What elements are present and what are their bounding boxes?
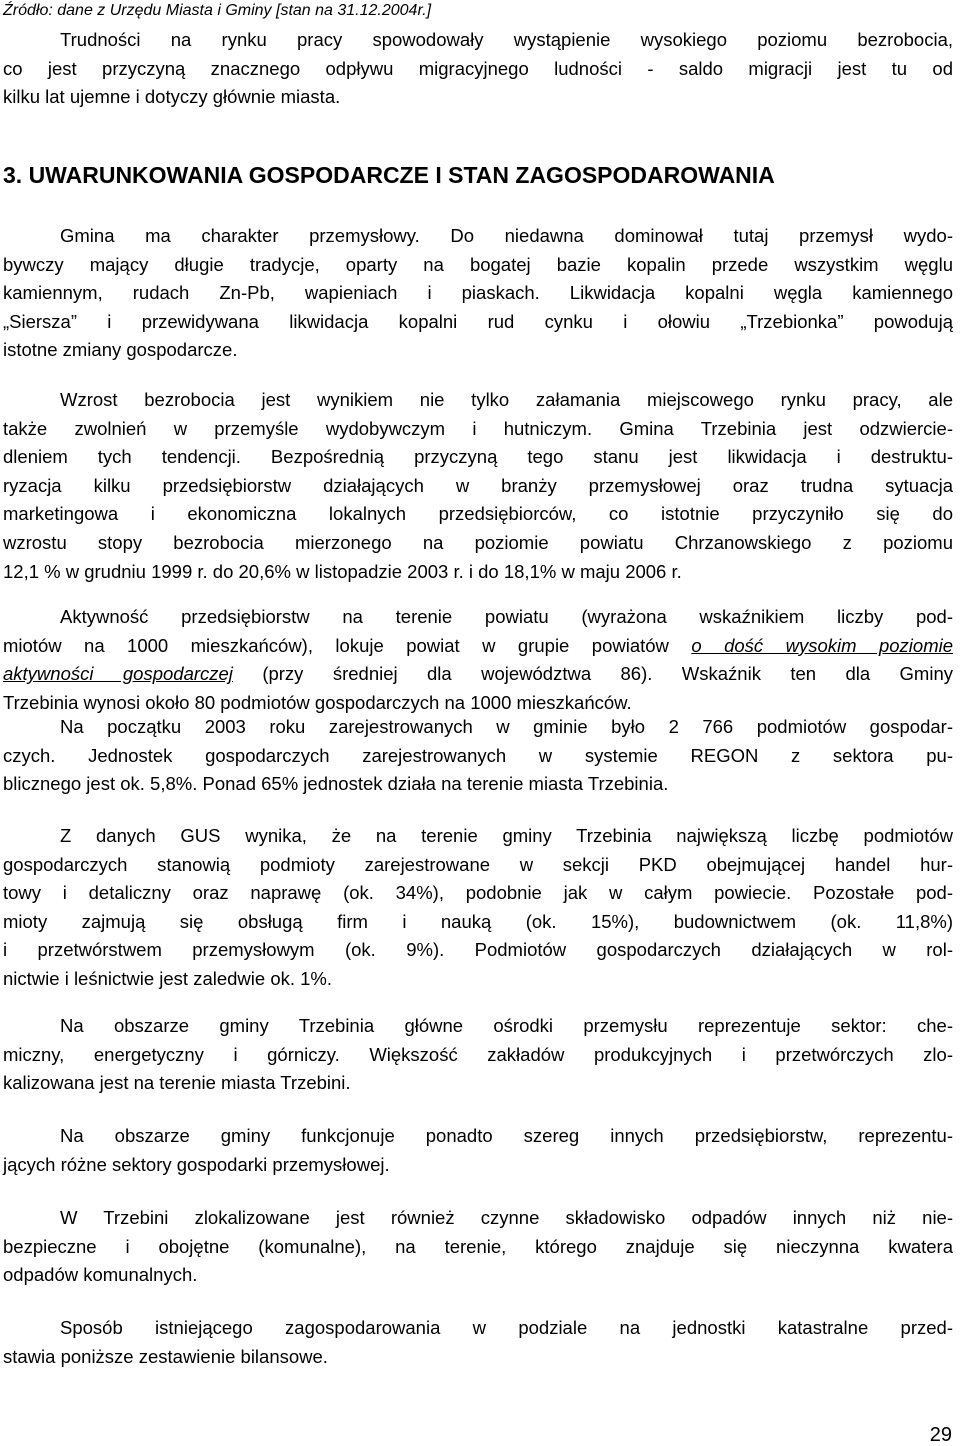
paragraph-registered-entities bbox=[3, 713, 953, 799]
text-line: Trudności na rynku pracy spowodowały wystąpienie wysokiego poziomu bezrobocia, bbox=[60, 29, 953, 50]
text-line: także zwolnień w przemyśle wydobywczym i hutniczym. Gmina Trzebinia jest odzwiercie- bbox=[3, 417, 953, 439]
text-line: czych. Jednostek gospodarczych zarejestrowanych w systemie REGON z sektora pu- bbox=[3, 744, 953, 766]
text-line: Gmina ma charakter przemysłowy. Do niedawna dominował tutaj przemysł wydo- bbox=[60, 225, 953, 246]
page-number: 29 bbox=[929, 1424, 952, 1446]
text-line bbox=[3, 632, 953, 661]
emphasized-text: aktywności gospodarczej bbox=[3, 663, 233, 685]
text-line: Na obszarze gminy funkcjonuje ponadto szereg innych przedsiębiorstw, reprezentu- bbox=[60, 1125, 953, 1146]
text-line bbox=[3, 660, 953, 689]
paragraph-gus-data bbox=[3, 822, 953, 994]
paragraph-unemployment-growth bbox=[3, 386, 953, 586]
text-line: jących różne sektory gospodarki przemysłowej. bbox=[3, 1153, 390, 1175]
paragraph-industrial-character bbox=[3, 222, 953, 365]
text-line: Na początku 2003 roku zarejestrowanych w gminie było 2 766 podmiotów gospodar- bbox=[60, 716, 953, 737]
source-note: Źródło: dane z Urzędu Miasta i Gminy [stan na 31.12.2004r.] bbox=[3, 2, 432, 19]
text-line: stawia poniższe zestawienie bilansowe. bbox=[3, 1345, 328, 1367]
text-line: nictwie i leśnictwie jest zaledwie ok. 1%. bbox=[3, 967, 333, 989]
text-line: Wzrost bezrobocia jest wynikiem nie tylko załamania miejscowego rynku pracy, ale bbox=[60, 389, 953, 410]
paragraph-landfill bbox=[3, 1204, 953, 1290]
text-segment: miotów na 1000 mieszkańców), lokuje powiat w grupie powiatów bbox=[3, 634, 692, 656]
paragraph-other-enterprises bbox=[3, 1122, 953, 1179]
text-line: bywczy mający długie tradycje, oparty na bogatej bazie kopalin przede wszystkim węglu bbox=[3, 253, 953, 275]
text-line: kalizowana jest na terenie miasta Trzebini. bbox=[3, 1072, 351, 1094]
text-line: Aktywność przedsiębiorstw na terenie powiatu (wyrażona wskaźnikiem liczby pod- bbox=[60, 606, 953, 627]
paragraph-industry-centers bbox=[3, 1012, 953, 1098]
text-line: „Siersza” i przewidywana likwidacja kopalni rud cynku i ołowiu „Trzebionka” powodują bbox=[3, 310, 953, 332]
text-line: gospodarczych stanowią podmioty zarejestrowane w sekcji PKD obejmującej handel hur- bbox=[3, 853, 953, 875]
section-heading: 3. UWARUNKOWANIA GOSPODARCZE I STAN ZAGOSPODAROWANIA bbox=[3, 162, 775, 188]
text-line: Z danych GUS wynika, że na terenie gminy Trzebinia największą liczbę podmiotów bbox=[60, 825, 953, 846]
text-line: Sposób istniejącego zagospodarowania w podziale na jednostki katastralne przed- bbox=[60, 1317, 953, 1338]
text-line: kamiennym, rudach Zn-Pb, wapieniach i piaskach. Likwidacja kopalni węgla kamiennego bbox=[3, 282, 953, 304]
text-line: kilku lat ujemne i dotyczy głównie miasta. bbox=[3, 86, 341, 108]
text-line: odpadów komunalnych. bbox=[3, 1264, 198, 1286]
paragraph-land-use bbox=[3, 1314, 953, 1371]
text-line: dleniem tych tendencji. Bezpośrednią przyczyną tego stanu jest likwidacja i destruktu- bbox=[3, 446, 953, 468]
text-line: istotne zmiany gospodarcze. bbox=[3, 339, 238, 361]
text-line: towy i detaliczny oraz naprawę (ok. 34%), podobnie jak w całym powiecie. Pozostałe pod- bbox=[3, 882, 953, 904]
paragraph-unemployment bbox=[3, 26, 953, 112]
text-line: miczny, energetyczny i górniczy. Większość zakładów produkcyjnych i przetwórczych zlo- bbox=[3, 1043, 953, 1065]
text-line: W Trzebini zlokalizowane jest również czynne składowisko odpadów innych niż nie- bbox=[60, 1207, 953, 1228]
text-line: bezpieczne i obojętne (komunalne), na terenie, którego znajduje się nieczynna kwatera bbox=[3, 1235, 953, 1257]
text-segment: (przy średniej dla województwa 86). Wskaźnik ten dla Gminy bbox=[232, 663, 953, 685]
text-line: wzrostu stopy bezrobocia mierzonego na poziomie powiatu Chrzanowskiego z poziomu bbox=[3, 531, 953, 553]
text-line: blicznego jest ok. 5,8%. Ponad 65% jednostek działa na terenie miasta Trzebinia. bbox=[3, 773, 669, 795]
text-line: Trzebinia wynosi około 80 podmiotów gospodarczych na 1000 mieszkańców. bbox=[3, 691, 632, 713]
emphasized-text: o dość wysokim poziomie bbox=[691, 634, 953, 656]
text-line: mioty zajmują się obsługą firm i nauką (ok. 15%), budownictwem (ok. 11,8%) bbox=[3, 910, 953, 932]
text-line: Na obszarze gminy Trzebinia główne ośrodki przemysłu reprezentuje sektor: che- bbox=[60, 1015, 953, 1036]
text-line: ryzacja kilku przedsiębiorstw działających w branży przemysłowej oraz trudna sytuacja bbox=[3, 474, 953, 496]
text-line: 12,1 % w grudniu 1999 r. do 20,6% w listopadzie 2003 r. i do 18,1% w maju 2006 r. bbox=[3, 560, 682, 582]
text-line: co jest przyczyną znacznego odpływu migracyjnego ludności - saldo migracji jest tu od bbox=[3, 57, 953, 79]
text-line: i przetwórstwem przemysłowym (ok. 9%). Podmiotów gospodarczych działających w rol- bbox=[3, 939, 953, 961]
text-line: marketingowa i ekonomiczna lokalnych przedsiębiorców, co istotnie przyczyniło się do bbox=[3, 503, 953, 525]
paragraph-enterprise-activity bbox=[3, 603, 953, 717]
